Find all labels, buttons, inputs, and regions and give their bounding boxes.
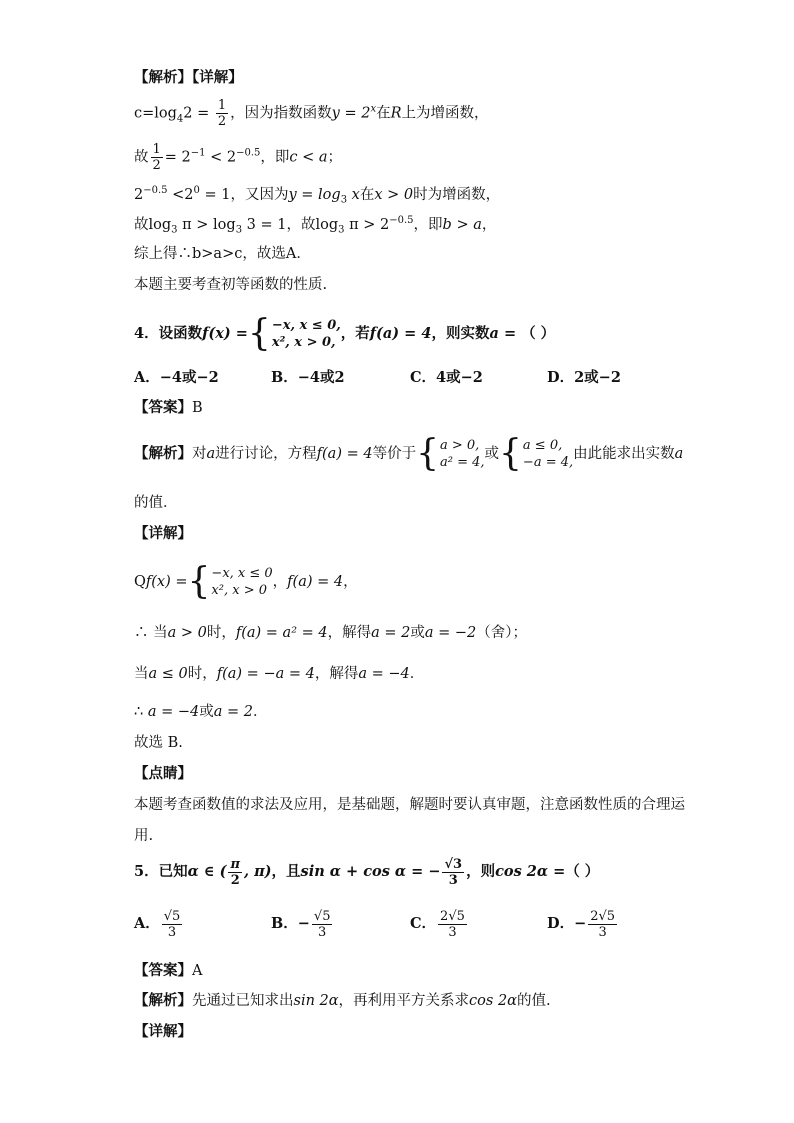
d1-because: Q	[134, 574, 146, 590]
text-R: R	[390, 105, 402, 122]
an4-system-2: { a ≤ 0, −a = 4,	[499, 433, 574, 474]
text-c-log: c=log	[134, 105, 177, 122]
q5-fraction-sqrt3: $\frac{√3}{3}$	[444, 856, 463, 888]
text-x: x	[347, 186, 360, 203]
text-c-lt-a: c < a	[289, 149, 328, 166]
d3-shi: 时，	[187, 666, 217, 682]
d3-a-neg4: a = −4	[358, 666, 410, 682]
text-sup-neg1: −1	[190, 147, 206, 159]
text-sup-x: x	[370, 103, 377, 115]
answer-value-5: A	[192, 963, 203, 979]
q4-option-b: B．−4或2	[271, 369, 345, 386]
text-gulog: 故log	[134, 216, 172, 233]
q5-sin-cos: sin α + cos α = −	[300, 863, 441, 880]
q4-options	[134, 368, 634, 388]
q4-piecewise: { −x, x ≤ 0, x², x > 0,	[247, 313, 341, 354]
q4-option-c: C．4或−2	[410, 369, 483, 386]
text-pi-gt-log: π > log	[177, 216, 236, 233]
q5-pi-close: , π)	[243, 863, 272, 880]
fraction-half-2: $\frac{1}{2}$	[152, 142, 161, 173]
detail-tag-5: 【详解】	[134, 1023, 192, 1040]
d2-shi: 时，	[206, 625, 236, 641]
q5-options	[134, 904, 634, 944]
text-eq1: = 1，又因为	[199, 186, 289, 203]
text-x-gt-0: x > 0	[374, 186, 414, 203]
q5-ze: ，则	[466, 863, 496, 880]
text-gu: 故	[134, 149, 149, 166]
q4-analysis-cont: 的值．	[134, 495, 178, 511]
line-log-compare	[134, 211, 496, 241]
q4-ruo: ，若	[340, 325, 370, 342]
line-c-log	[134, 98, 489, 129]
text-pi-gt-2: π > 2	[344, 216, 390, 233]
q4-a: a	[489, 325, 499, 342]
line-half-compare	[134, 142, 342, 173]
q5-option-d: D．− $\frac{2√5}{3}$	[547, 908, 616, 940]
fraction-one-half: $\frac{1}{2}$	[217, 98, 227, 129]
q5-analysis	[134, 991, 551, 1011]
q4-fa4: f(a) = 4	[369, 325, 432, 342]
d4-line-3	[134, 664, 424, 684]
d2-a-gt-0: a > 0	[167, 625, 207, 641]
comment-line-2: 用.	[134, 828, 154, 844]
text-ji: ，即	[260, 149, 290, 166]
comment-line-1: 本题考查函数值的求法及应用，是基础题，解题时要认真审题，注意函数性质的合理运	[134, 797, 685, 813]
text-lt-2: < 2	[205, 149, 237, 166]
comment-tag: 【点睛】	[134, 765, 192, 782]
question-5	[134, 854, 599, 890]
text-sup-neg05: −0.5	[236, 147, 261, 159]
d4-line-2	[134, 623, 527, 643]
q4-fx: f(x) =	[202, 325, 248, 342]
text-lt2: <2	[167, 186, 194, 203]
d4-therefore: ∴	[134, 704, 148, 720]
d4-or: 或	[199, 704, 214, 720]
an5-cos2a: cos 2α	[469, 993, 517, 1009]
text-increasing: 上为增函数，	[401, 105, 489, 122]
line-conclusion: 综上得∴b>a>c，故选A．	[134, 246, 311, 262]
text-semicolon: ；	[327, 149, 343, 166]
analysis-tag-2: 【解析】	[134, 445, 192, 462]
an5-sin2a: sin 2α	[293, 993, 339, 1009]
q5-option-a: A． $\frac{√5}{3}$	[134, 908, 181, 940]
d2-therefore: ∴ 当	[134, 625, 168, 641]
d3-period: ．	[409, 666, 425, 682]
answer-tag-5: 【答案】	[134, 962, 192, 979]
answer-value: B	[192, 400, 203, 416]
text-3eq1: 3 = 1，故log	[242, 216, 339, 233]
analysis-header-line	[134, 68, 243, 88]
d1-fx: f(x) =	[145, 574, 188, 590]
d2-a2: a = 2	[371, 625, 411, 641]
line-power-compare	[134, 181, 500, 211]
text-increasing2: 时为增函数，	[413, 186, 501, 203]
q4-option-a: A．−4或−2	[134, 369, 219, 386]
text-sup-a: −0.5	[143, 185, 168, 196]
answer-tag: 【答案】	[134, 399, 192, 416]
d4-line-5: 故选 B.	[134, 735, 183, 751]
d4-a2: a = 2	[213, 704, 253, 720]
q5-answer	[134, 961, 202, 981]
an4-dui: 对	[192, 446, 207, 462]
q4-analysis	[134, 434, 683, 474]
text-sub3c: 3	[338, 224, 345, 236]
an4-thus: 由此能求出实数	[573, 446, 675, 462]
text-comma: ，	[481, 216, 497, 233]
text-eq-2: = 2	[164, 149, 191, 166]
d3-dang: 当	[134, 666, 149, 682]
an4-fa4: f(a) = 4	[316, 446, 373, 462]
question-4	[134, 313, 556, 354]
text-ylog: y = log	[288, 186, 341, 203]
d3-solve: ，解得	[314, 666, 359, 682]
q5-option-c: C． $\frac{2√5}{3}$	[410, 908, 465, 940]
an4-discuss: 进行讨论，方程	[215, 446, 317, 462]
d2-solve: ，解得	[327, 625, 372, 641]
q5-label: 5．已知	[134, 863, 188, 880]
an5-then: ，再利用平方关系求	[338, 993, 470, 1009]
detail-tag-2: 【详解】	[134, 525, 192, 542]
line-summary: 本题主要考查初等函数的性质.	[134, 277, 328, 293]
d3-a-le-0: a ≤ 0	[148, 666, 188, 682]
d4-line-1	[134, 562, 358, 602]
text-sup-neg05b: −0.5	[389, 215, 414, 226]
an4-system-1: { a > 0, a² = 4,	[416, 433, 485, 474]
q5-option-b: B．− $\frac{√5}{3}$	[271, 908, 331, 940]
q4-option-d: D．2或−2	[547, 369, 621, 386]
d3-eq: f(a) = −a = 4	[216, 666, 315, 682]
d1-fa4: f(a) = 4	[287, 574, 344, 590]
an4-a: a	[206, 446, 216, 462]
an5-value: 的值.	[516, 993, 551, 1009]
text-zai2: 在	[359, 186, 375, 203]
q4-shishu: ，则实数	[431, 325, 490, 342]
d2-discard: （舍）；	[476, 625, 527, 641]
d4-line-4	[134, 702, 267, 722]
text-ji2: ，即	[413, 216, 443, 233]
text-sub3: 3	[340, 194, 348, 206]
text-y-2: y = 2	[331, 105, 371, 122]
d1-comma2: ，	[343, 574, 358, 590]
d2-or: 或	[410, 625, 425, 641]
d4-a-neg4: a = −4	[147, 704, 200, 720]
text-sub3b: 3	[235, 224, 243, 236]
d4-period: ．	[252, 704, 268, 720]
text-2a: 2	[134, 186, 144, 203]
text-sub3a: 3	[171, 224, 178, 236]
q4-answer	[134, 398, 203, 418]
d2-eq: f(a) = a² = 4	[235, 625, 328, 641]
q5-alpha-in: α ∈ (	[187, 863, 227, 880]
text-b-gt-a: b > a	[442, 216, 482, 233]
an4-or: 或	[484, 446, 500, 462]
q5-qie: ，且	[271, 863, 301, 880]
an4-a2: a	[674, 446, 684, 462]
analysis-tag: 【解析】	[134, 69, 192, 86]
analysis-tag-5: 【解析】	[134, 992, 192, 1009]
q4-label: 4．设函数	[134, 325, 203, 342]
text-2-eq: 2 =	[183, 105, 214, 122]
q5-blank: （ ）	[565, 863, 600, 880]
d1-piecewise: { −x, x ≤ 0 x², x > 0	[187, 561, 273, 602]
detail-tag: 【详解】	[192, 69, 243, 86]
q5-cos2a: cos 2α =	[495, 863, 566, 880]
text-zai: 在	[376, 105, 391, 122]
q5-fraction-pi-2: $\frac{\pi}{2}$	[230, 856, 240, 888]
d1-comma: ，	[272, 574, 288, 590]
text-exp-func: ，因为指数函数	[230, 105, 332, 122]
an4-equiv: 等价于	[372, 446, 417, 462]
text-sub-4: 4	[176, 113, 184, 125]
an5-first: 先通过已知求出	[192, 993, 294, 1009]
text-sup-0: 0	[193, 185, 200, 196]
q4-blank: = （ ）	[498, 325, 556, 342]
d2-a-neg2: a = −2	[424, 625, 477, 641]
